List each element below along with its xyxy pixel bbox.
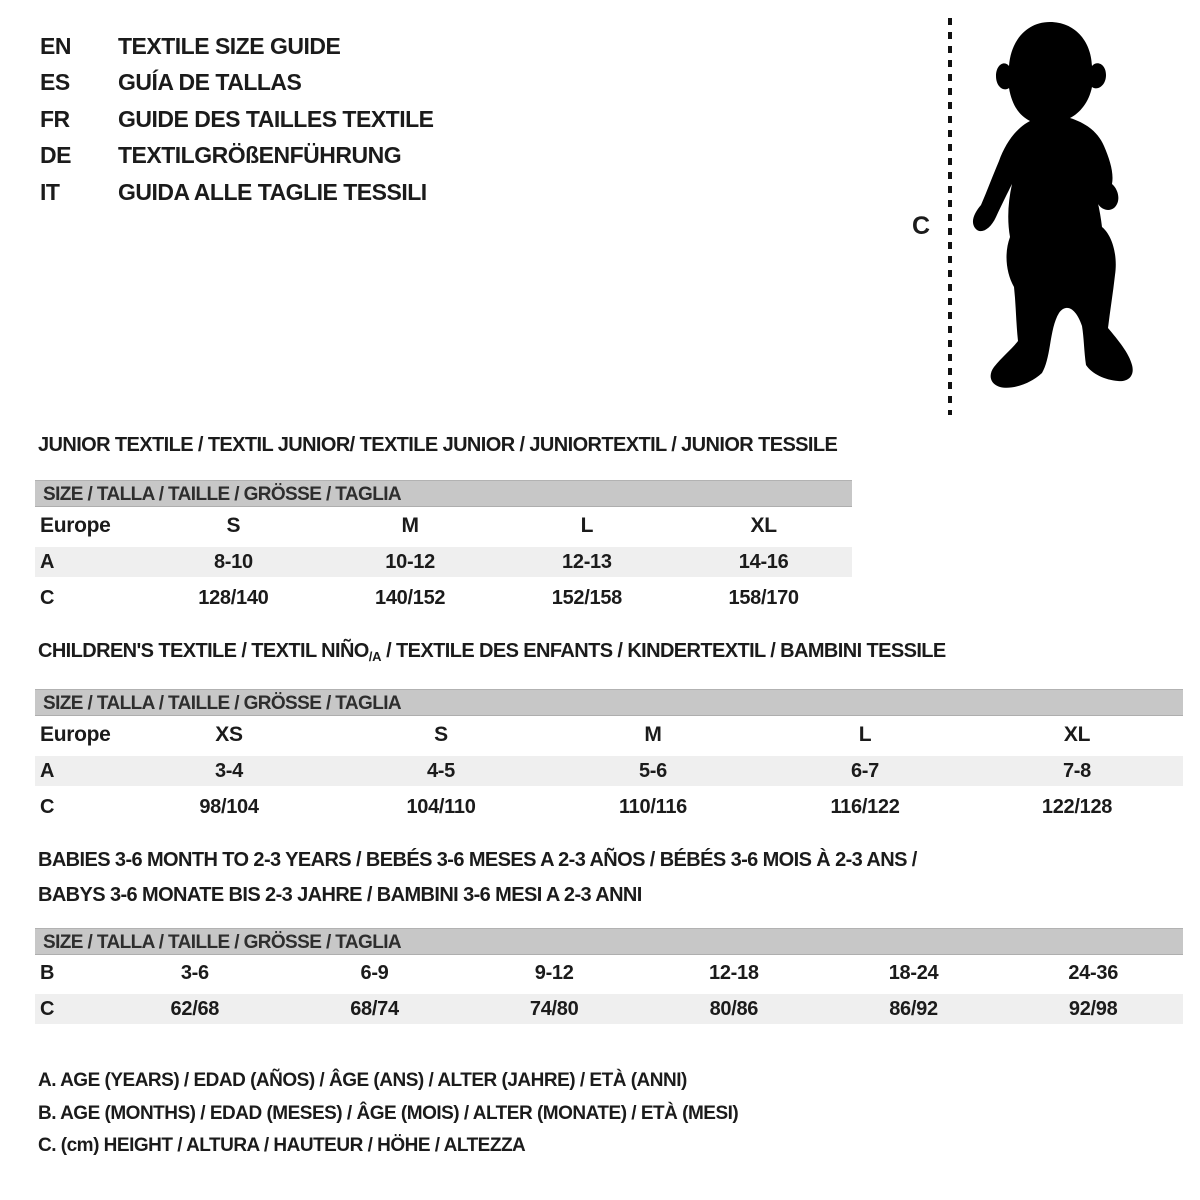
language-title: TEXTILE SIZE GUIDE [118,32,341,59]
language-title: GUIDA ALLE TAGLIE TESSILI [118,178,427,205]
babies-section-heading [38,843,917,913]
months-cell: 18-24 [888,961,939,984]
junior-size-table [35,480,852,616]
age-cell: 8-10 [213,550,253,573]
height-cell: 62/68 [170,997,220,1020]
babies-heading-line2: BABYS 3-6 MONATE BIS 2-3 JAHRE / BAMBINI 3-6 MESI A 2-3 ANNI [38,884,642,906]
table-row-age [35,753,1183,789]
language-row-it [40,174,434,211]
children-heading-prefix: CHILDREN'S TEXTILE / TEXTIL NIÑO [38,640,369,662]
children-section-heading [38,639,946,669]
table-row-height [35,789,1183,825]
months-cell: 6-9 [360,961,389,984]
age-cell: 4-5 [426,759,455,782]
height-cell: 158/170 [728,586,799,609]
height-cell: 140/152 [375,586,446,609]
row-label: C [40,795,55,818]
age-cell: 5-6 [638,759,667,782]
language-row-en [40,28,434,65]
height-cell: 98/104 [199,795,259,818]
row-label: A [40,550,55,573]
height-cell: 68/74 [350,997,399,1020]
months-cell: 3-6 [180,961,209,984]
size-header-band: SIZE / TALLA / TAILLE / GRÖSSE / TAGLIA [35,689,1183,716]
age-cell: 6-7 [850,759,879,782]
language-code: EN [40,32,71,59]
age-cell: 3-4 [214,759,243,782]
legend-line-c: C. (cm) HEIGHT / ALTURA / HAUTEUR / HÖHE / ALTEZZA [38,1135,526,1156]
table-row-age [35,544,852,580]
legend-line-b: B. AGE (MONTHS) / EDAD (MESES) / ÂGE (MOIS) / ALTER (MONATE) / ETÀ (MESI) [38,1102,739,1124]
age-cell: 12-13 [562,550,612,573]
height-cell: 74/80 [529,997,579,1020]
table-row-height [35,580,852,616]
table-row-europe [35,716,1183,753]
language-title: TEXTILGRÖßENFÜHRUNG [118,142,402,169]
row-label: B [40,961,55,984]
height-cell: 152/158 [551,586,622,609]
measure-legend [38,1070,738,1168]
junior-section-heading: JUNIOR TEXTILE / TEXTIL JUNIOR/ TEXTILE JUNIOR / JUNIORTEXTIL / JUNIOR TESSILE [38,434,838,456]
size-cell: XL [1063,722,1091,746]
size-header-band: SIZE / TALLA / TAILLE / GRÖSSE / TAGLIA [35,928,1183,955]
table-row-europe [35,507,852,544]
size-cell: S [226,513,241,537]
size-cell: M [401,513,419,537]
size-cell: XS [215,722,243,746]
table-row-months [35,955,1183,991]
table-row-height [35,991,1183,1027]
language-row-fr [40,101,434,138]
age-cell: 10-12 [385,550,435,573]
children-heading-subscript: /A [368,649,382,664]
row-label: Europe [40,722,111,746]
babies-size-table [35,928,1183,1027]
size-cell: XL [750,513,777,537]
height-cell: 80/86 [709,997,759,1020]
children-size-table [35,689,1183,825]
language-row-de [40,138,434,175]
height-cell: 116/122 [830,795,900,818]
height-cell: 92/98 [1068,997,1118,1020]
size-cell: S [434,722,448,746]
height-cell: 104/110 [406,795,476,818]
row-label: Europe [40,513,111,537]
height-cell: 110/116 [619,795,687,818]
language-row-es [40,65,434,102]
age-cell: 14-16 [738,550,789,573]
months-cell: 9-12 [534,961,574,984]
height-cell: 122/128 [1041,795,1113,818]
babies-heading-line1: BABIES 3-6 MONTH TO 2-3 YEARS / BEBÉS 3-6 MESES A 2-3 AÑOS / BÉBÉS 3-6 MOIS À 2-3 ANS / [38,849,917,871]
language-title: GUIDE DES TAILLES TEXTILE [118,105,434,132]
row-label: C [40,586,55,609]
age-cell: 7-8 [1062,759,1091,782]
row-label: A [40,759,55,782]
row-label: C [40,997,55,1020]
legend-line-a: A. AGE (YEARS) / EDAD (AÑOS) / ÂGE (ANS) / ALTER (JAHRE) / ETÀ (ANNI) [38,1070,687,1091]
height-measure-label: C [912,212,931,240]
height-measure-dashed-line [948,18,952,415]
size-header-band: SIZE / TALLA / TAILLE / GRÖSSE / TAGLIA [35,480,852,507]
height-cell: 86/92 [889,997,938,1020]
language-title: GUÍA DE TALLAS [118,69,302,96]
height-cell: 128/140 [198,586,269,609]
language-code: IT [40,178,60,205]
size-cell: L [858,722,872,746]
months-cell: 24-36 [1068,961,1119,984]
size-cell: M [644,722,662,746]
language-title-list [40,28,434,211]
toddler-silhouette-icon [966,16,1134,418]
months-cell: 12-18 [709,961,759,984]
language-code: FR [40,105,70,132]
size-cell: L [580,513,594,537]
children-heading-suffix: / TEXTILE DES ENFANTS / KINDERTEXTIL / BAMBINI TESSILE [381,640,946,662]
language-code: DE [40,142,71,169]
language-code: ES [40,69,70,96]
